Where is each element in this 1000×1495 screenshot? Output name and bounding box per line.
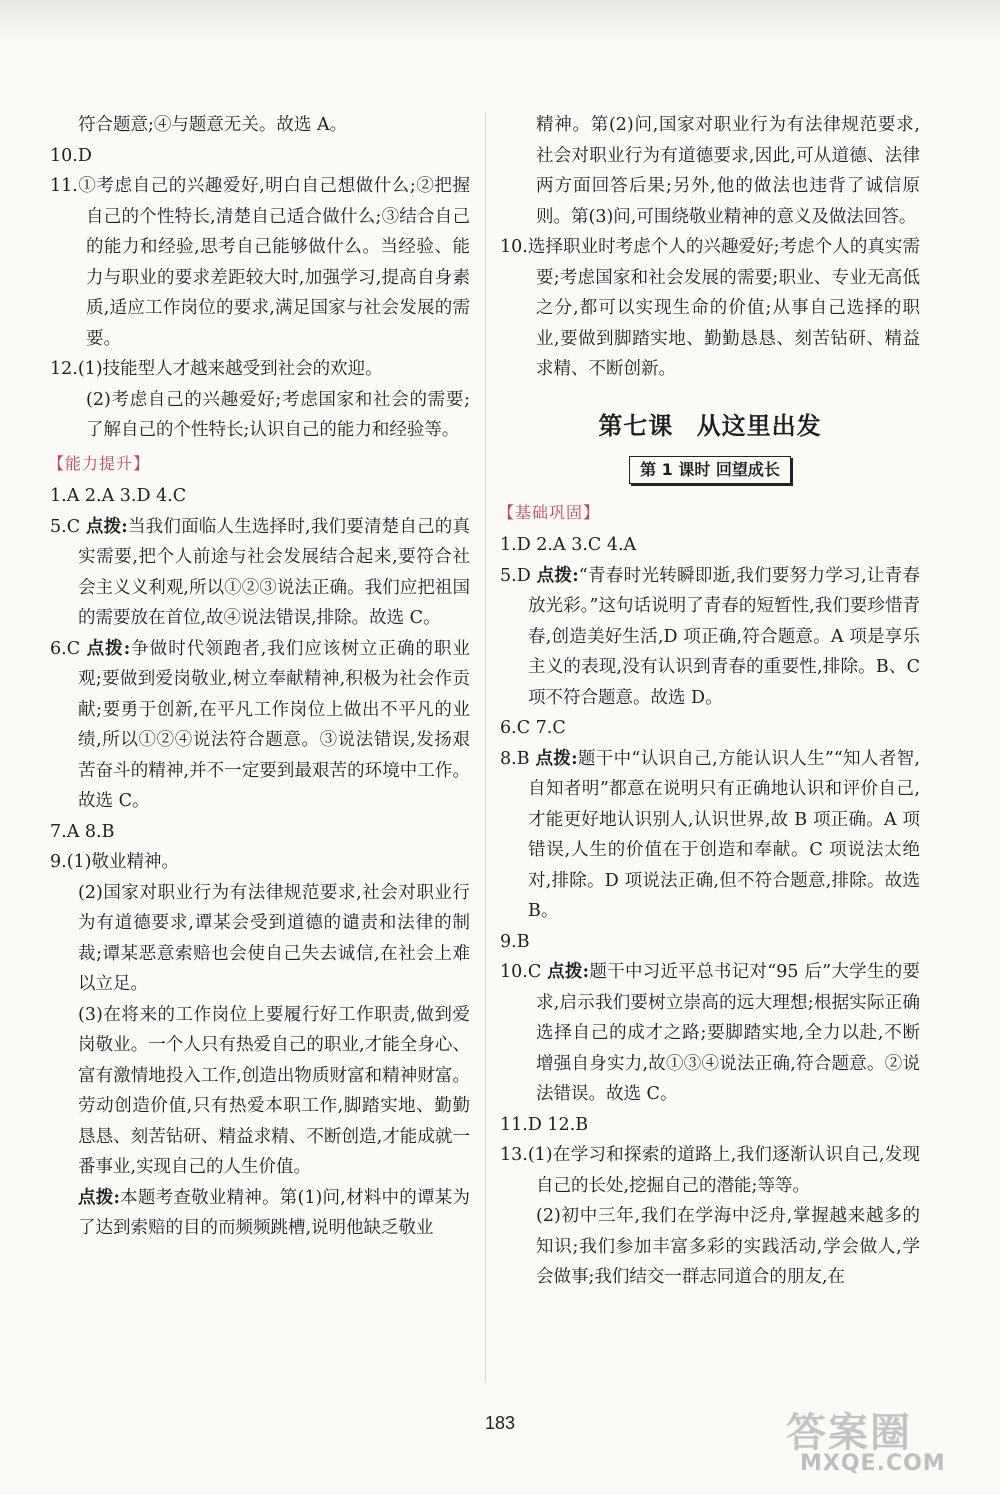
section-label-ability: 【能力提升】 [48,453,151,473]
answer-items-1-4: 1.D 2.A 3.C 4.A [500,535,637,555]
hint-label: 点拨: [86,638,131,659]
hint-text: 题干中“认识自己,方能认识人生”“知人者智,自知者明”都意在说明只有正确地认识和评价自己,才能更好地认识别人,认识世界,故 B 项正确。A 项错误,人生的价值在于创造和奉献。C 项说法太绝对,排除。D 项说法正确,但不符合题意,排除。故选 B。 [528,748,920,921]
answer-item-9-3: (3)在将来的工作岗位上要履行好工作职责,做到爱岗敬业。一个人只有热爱自己的职业,才能全身心、富有激情地投入工作,创造出物质财富和精神财富。劳动创造价值,只有热爱本职工作,脚踏实地、勤勤恳恳、刻苦钻研、精益求精、不断创造,才能成就一番事业,实现自己的人生价值。 [78,1004,470,1177]
lesson-subtitle: 第 1 课时 回望成长 [629,456,791,484]
answer-item-9-1: 9.(1)敬业精神。 [50,852,179,872]
answer-item-5 [50,512,470,634]
answer-item-5 [500,561,920,714]
hint-text: 争做时代领跑者,我们应该树立正确的职业观;要做到爱岗敬业,树立奉献精神,积极为社会作贡献;要勇于创新,在平凡工作岗位上做出不平凡的业绩,所以①②④说法符合题意。③说法错误,发扬艰苦奋斗的精神,并不一定要到最艰苦的环境中工作。故选 C。 [78,638,470,811]
answer-number: 5.D [500,565,531,586]
hint-label: 点拨: [535,748,578,769]
hint-label: 点拨: [78,1187,120,1208]
left-column [50,110,470,1244]
answer-text: 精神。第(2)问,国家对职业行为有法律规范要求,社会对职业行为有道德要求,因此,可从道德、法律两方面回答后果;另外,他的做法也违背了诚信原则。第(3)问,可围绕敬业精神的意义及做法回答。 [536,115,920,227]
answer-item-10c [500,957,920,1110]
answer-number: 6.C [50,638,81,659]
answer-items-6-7: 6.C 7.C [500,718,566,738]
watermark-logo [786,1401,986,1483]
answer-item-12-2: (2)考虑自己的兴趣爱好;考虑国家和社会的需要;了解自己的个性特长;认识自己的能力和经验等。 [86,389,470,440]
hint-label: 点拨: [547,962,590,982]
answer-items-1-4: 1.A 2.A 3.D 4.C [50,486,187,506]
answer-text: 符合题意;④与题意无关。故选 A。 [78,115,348,135]
answer-number: 8.B [500,748,530,769]
section-label-basic: 【基础巩固】 [498,502,601,522]
answer-item-13-1: 13.(1)在学习和探索的道路上,我们逐渐认识自己,发现自己的长处,挖掘自己的潜能;等等。 [500,1145,920,1196]
hint-label: 点拨: [536,565,579,586]
answer-item-8 [500,744,920,927]
hint-text: 本题考查敬业精神。第(1)问,材料中的谭某为了达到索赔的目的而频频跳槽,说明他缺乏敬业 [78,1187,470,1238]
lesson-title: 第七课 从这里出发 [598,410,822,440]
answer-number: 5.C [50,516,81,537]
answer-item-13-2: (2)初中三年,我们在学海中泛舟,掌握越来越多的知识;我们参加丰富多彩的实践活动,学会做人,学会做事;我们结交一群志同道合的朋友,在 [536,1206,920,1287]
answer-item-9-2: (2)国家对职业行为有法律规范要求,社会对职业行为有道德要求,谭某会受到道德的谴责和法律的制裁;谭某恶意索赔也会使自己失去诚信,在社会上难以立足。 [78,882,470,994]
answer-items-11-12: 11.D 12.B [500,1114,589,1135]
answer-items-7-8: 7.A 8.B [50,821,115,842]
page-top-shadow [0,0,1000,40]
column-divider [485,112,486,1382]
answer-item-10: 10.D [50,145,92,166]
hint-label: 点拨: [85,516,128,537]
watermark-text: 答案圈 [786,1410,912,1456]
answer-item-12-1: 12.(1)技能型人才越来越受到社会的欢迎。 [50,359,383,379]
watermark-url: MXQE.COM [800,1451,946,1476]
answer-item-9-hint [50,1183,470,1244]
answer-number: 10.C [500,962,542,982]
answer-item-9: 9.B [500,931,530,952]
hint-text: 当我们面临人生选择时,我们要清楚自己的真实需要,把个人前途与社会发展结合起来,要符合社会主义义利观,所以①②③说法正确。我们应把祖国的需要放在首位,故④说法错误,排除。故选 C。 [78,516,470,628]
hint-text: 题干中习近平总书记对“95 后”大学生的要求,启示我们要树立崇高的远大理想;根据实际正确选择自己的成才之路;要脚踏实地,全力以赴,不断增强自身实力,故①③④说法正确,符合题意。②说法错误。故选 C。 [536,962,920,1104]
answer-item-10: 10.选择职业时考虑个人的兴趣爱好;考虑个人的真实需要;考虑国家和社会发展的需要;职业、专业无高低之分,都可以实现生命的价值;从事自己选择的职业,要做到脚踏实地、勤勤恳恳、刻苦钻研、精益求精、不断创新。 [500,237,920,379]
page-number: 183 [484,1413,516,1433]
lesson-subtitle-wrap [500,455,920,486]
hint-text: “青春时光转瞬即逝,我们要努力学习,让青春放光彩。”这句话说明了青春的短暂性,我们要珍惜青春,创造美好生活,D 项正确,符合题意。A 项是享乐主义的表现,没有认识到青春的重要性,排除。B、C 项不符合题意。故选 D。 [528,565,920,708]
answer-item-6 [50,634,470,817]
answer-item-11: 11.①考虑自己的兴趣爱好,明白自己想做什么;②把握自己的个性特长,清楚自己适合做什么;③结合自己的能力和经验,思考自己能够做什么。当经验、能力与职业的要求差距较大时,加强学习,提高自身素质,适应工作岗位的要求,满足国家与社会发展的需要。 [50,176,470,349]
right-column [500,110,920,1293]
